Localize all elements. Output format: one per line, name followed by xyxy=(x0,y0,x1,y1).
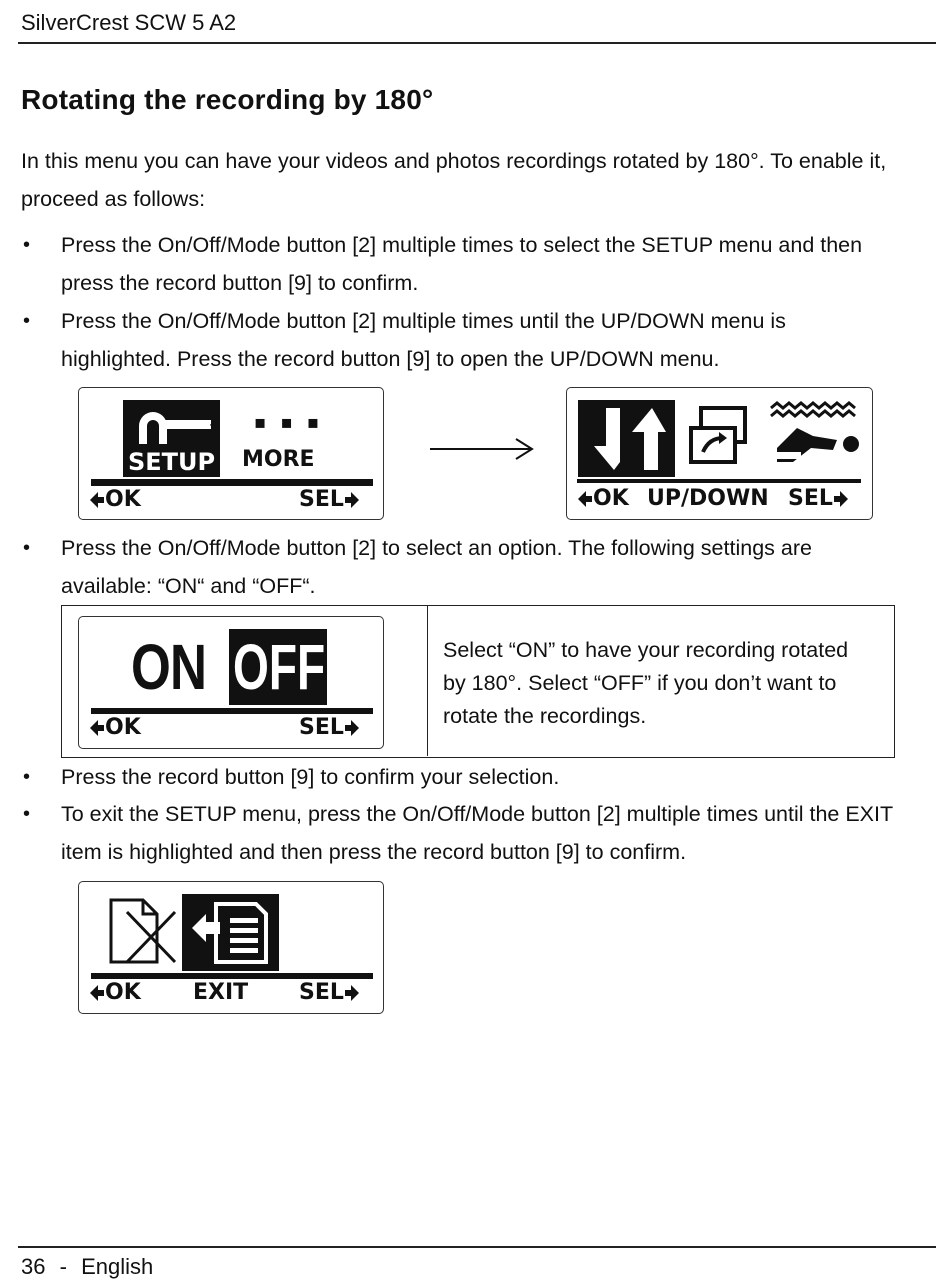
svg-text:+: + xyxy=(209,420,217,431)
footer-separator: - xyxy=(59,1254,67,1279)
setup-label: SETUP xyxy=(128,448,216,476)
up-down-arrows-icon xyxy=(586,406,668,472)
off-label: OFF xyxy=(233,631,326,703)
menu-bar xyxy=(91,479,373,486)
ok-hint xyxy=(89,982,141,1004)
step-2-line-2: highlighted. Press the record button [9] to open the UP/DOWN menu. xyxy=(61,347,720,371)
arrow-right-icon xyxy=(344,983,360,1003)
arrow-right-icon xyxy=(833,489,849,509)
ok-hint xyxy=(89,489,141,511)
arrow-right-icon xyxy=(344,718,360,738)
ok-label: OK xyxy=(105,715,141,740)
step-5 xyxy=(61,795,941,871)
footer-language: English xyxy=(81,1254,154,1279)
exit-icon xyxy=(190,900,272,966)
step-1 xyxy=(61,226,941,302)
sel-hint xyxy=(788,488,849,510)
intro-paragraph xyxy=(21,142,941,218)
updown-tile xyxy=(578,400,675,477)
bullet-1: • xyxy=(23,234,31,256)
step-5-line-1: To exit the SETUP menu, press the On/Off/Mode button [2] multiple times until the EXIT xyxy=(61,802,894,826)
option-note-line-1: Select “ON” to have your recording rotated xyxy=(443,638,849,662)
on-label: ON xyxy=(131,631,207,703)
off-highlight xyxy=(229,629,327,705)
ok-label: OK xyxy=(105,980,141,1005)
sel-hint xyxy=(299,717,360,739)
step-4-line-1: Press the record button [9] to confirm your selection. xyxy=(61,765,560,789)
long-arrow-right-icon xyxy=(428,437,536,461)
updown-label: UP/DOWN xyxy=(647,486,769,511)
key-icon xyxy=(127,404,217,448)
table-divider xyxy=(427,606,428,756)
sel-label: SEL xyxy=(299,487,344,512)
menu-bar xyxy=(91,973,373,979)
intro-line-1: In this menu you can have your videos and photos recordings rotated by 180°. To enable it, xyxy=(21,149,887,173)
step-1-line-1: Press the On/Off/Mode button [2] multiple times to select the SETUP menu and then xyxy=(61,233,863,257)
section-title: Rotating the recording by 180° xyxy=(21,84,434,115)
menu-bar xyxy=(91,708,373,714)
sel-label: SEL xyxy=(788,486,833,511)
ok-label: OK xyxy=(593,486,629,511)
ok-label: OK xyxy=(105,487,141,512)
diving-icon xyxy=(767,400,863,472)
step-3 xyxy=(61,529,941,605)
more-dots: ▪ ▪ ▪ xyxy=(254,412,324,433)
exit-tile xyxy=(182,894,279,971)
step-4 xyxy=(61,758,941,796)
option-note-line-3: rotate the recordings. xyxy=(443,704,647,728)
arrow-left-icon xyxy=(89,983,105,1003)
setup-menu-screen xyxy=(78,387,384,520)
intro-line-2: proceed as follows: xyxy=(21,187,206,211)
onoff-screen xyxy=(78,616,384,749)
arrow-left-icon xyxy=(89,490,105,510)
ok-hint xyxy=(577,488,629,510)
bullet-5: • xyxy=(23,803,31,825)
sel-hint xyxy=(299,982,360,1004)
step-5-line-2: item is highlighted and then press the record button [9] to confirm. xyxy=(61,840,687,864)
menu-bar xyxy=(577,479,861,483)
option-note xyxy=(443,634,888,733)
sel-hint xyxy=(299,489,360,511)
footer-rule xyxy=(18,1246,936,1248)
ok-hint xyxy=(89,717,141,739)
document-header: SilverCrest SCW 5 A2 xyxy=(21,10,237,35)
rotate-icon xyxy=(685,402,755,470)
updown-menu-screen xyxy=(566,387,873,520)
exit-label: EXIT xyxy=(193,980,249,1005)
sel-label: SEL xyxy=(299,715,344,740)
step-2-line-1: Press the On/Off/Mode button [2] multiple times until the UP/DOWN menu is xyxy=(61,309,786,333)
step-1-line-2: press the record button [9] to confirm. xyxy=(61,271,419,295)
step-3-line-2: available: “ON“ and “OFF“. xyxy=(61,574,316,598)
arrow-left-icon xyxy=(577,489,593,509)
exit-menu-screen xyxy=(78,881,384,1014)
step-2 xyxy=(61,302,941,378)
setup-tile xyxy=(123,400,220,477)
bullet-2: • xyxy=(23,310,31,332)
arrow-right-icon xyxy=(344,490,360,510)
arrow-left-icon xyxy=(89,718,105,738)
cancel-document-icon xyxy=(107,896,179,966)
bullet-4: • xyxy=(23,766,31,788)
bullet-3: • xyxy=(23,537,31,559)
option-note-line-2: by 180°. Select “OFF” if you don’t want to xyxy=(443,671,837,695)
options-table xyxy=(61,605,895,758)
sel-label: SEL xyxy=(299,980,344,1005)
step-3-line-1: Press the On/Off/Mode button [2] to select an option. The following settings are xyxy=(61,536,812,560)
page-number: 36 xyxy=(21,1254,46,1279)
header-rule xyxy=(18,42,936,44)
page-footer xyxy=(21,1254,153,1280)
more-label: MORE xyxy=(242,447,315,472)
